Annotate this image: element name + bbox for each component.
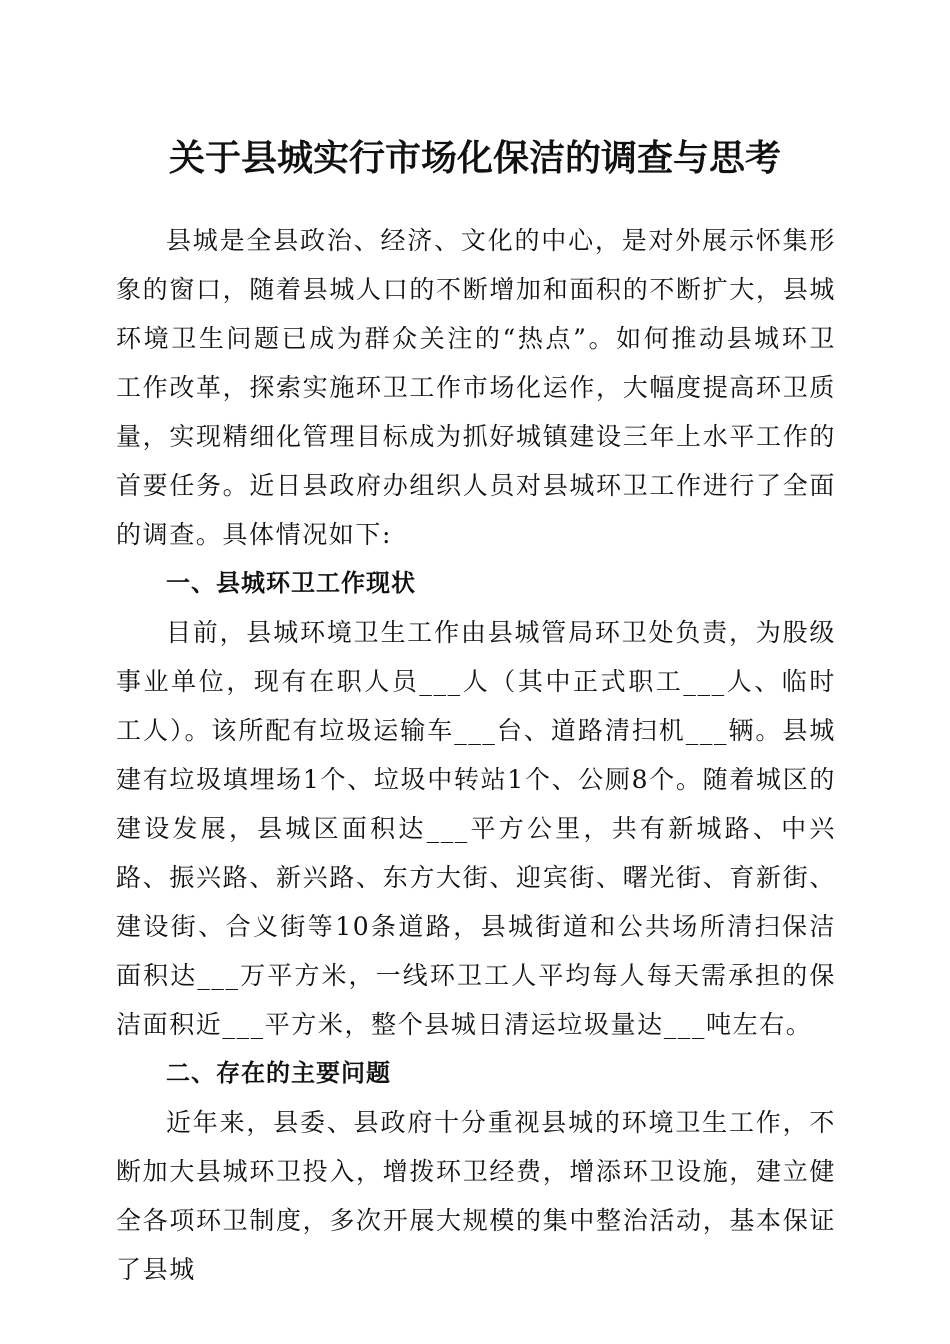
- document-body: [116, 216, 836, 1294]
- status-paragraph: 目前，县城环境卫生工作由县城管局环卫处负责，为股级事业单位，现有在职人员___人（其中正式职工___人、临时工人）。该所配有垃圾运输车___台、道路清扫机___辆。县城建有垃圾填埋场1个、垃圾中转站1个、公厕8个。随着城区的建设发展，县城区面积达___平方公里，共有新城路、中兴路、振兴路、新兴路、东方大街、迎宾街、曙光街、育新街、建设街、合义街等10条道路，县城街道和公共场所清扫保洁面积达___万平方米，一线环卫工人平均每人每天需承担的保洁面积近___平方米，整个县城日清运垃圾量达___吨左右。: [116, 618, 836, 1039]
- section-heading-status: 一、县城环卫工作现状: [166, 569, 416, 597]
- intro-paragraph: 县城是全县政治、经济、文化的中心，是对外展示怀集形象的窗口，随着县城人口的不断增加和面积的不断扩大，县城环境卫生问题已成为群众关注的“热点”。如何推动县城环卫工作改革，探索实施环卫工作市场化运作，大幅度提高环卫质量，实现精细化管理目标成为抓好城镇建设三年上水平工作的首要任务。近日县政府办组织人员对县城环卫工作进行了全面的调查。具体情况如下:: [116, 226, 836, 549]
- section-heading-problems: 二、存在的主要问题: [166, 1059, 391, 1087]
- problems-paragraph: 近年来，县委、县政府十分重视县城的环境卫生工作，不断加大县城环卫投入，增拨环卫经费，增添环卫设施，建立健全各项环卫制度，多次开展大规模的集中整治活动，基本保证了县城: [116, 1108, 836, 1284]
- document-title: 关于县城实行市场化保洁的调查与思考: [168, 137, 781, 179]
